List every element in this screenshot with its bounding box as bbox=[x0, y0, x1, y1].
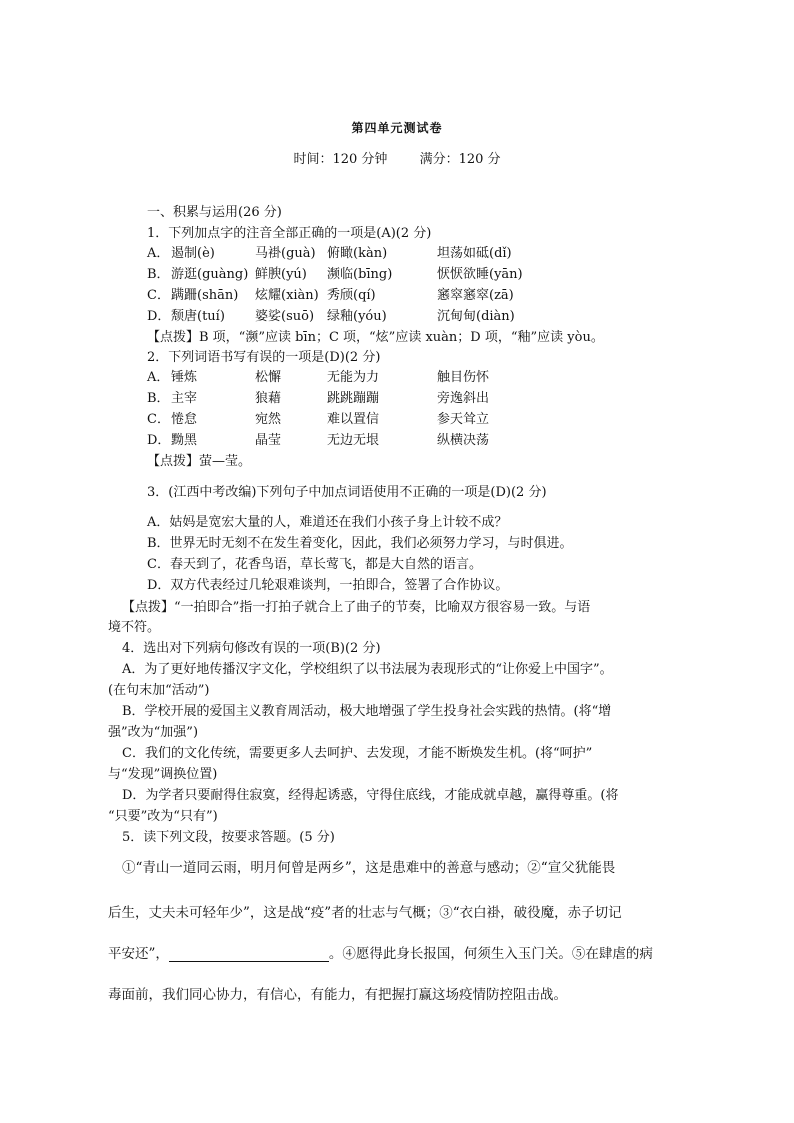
question-1-stem: 1．下列加点字的注音全部正确的一项是(A)(2 分) bbox=[147, 226, 432, 241]
q4-option-d-line2: “只要”改为“只有”) bbox=[108, 809, 218, 824]
q5-passage-line4: 毒面前，我们同心协力，有信心，有能力，有把握打赢这场疫情防控阻击战。 bbox=[108, 987, 567, 1003]
question-4-stem: 4．选出对下列病句修改有误的一项(B)(2 分) bbox=[122, 641, 381, 656]
q4-option-a-line1: A．为了更好地传播汉字文化，学校组织了以书法展为表现形式的“让你爱上中国字”。 bbox=[122, 662, 613, 677]
q4-option-a-line2: (在句末加“活动”) bbox=[108, 683, 210, 698]
q1-option-d: D．颓唐(tuí) 婆娑(suō) 绿釉(yóu) 沉甸甸(diàn) bbox=[147, 309, 515, 324]
question-2-stem: 2．下列词语书写有误的一项是(D)(2 分) bbox=[147, 350, 381, 365]
q5-passage-line1: ①“青山一道同云雨，明月何曾是两乡”，这是患难中的善意与感动；②“宣父犹能畏 bbox=[122, 860, 616, 876]
q2-option-b: B．主宰 狼藉 跳跳蹦蹦 旁逸斜出 bbox=[147, 391, 490, 406]
q2-option-c: C．惓怠 宛然 难以置信 参天耸立 bbox=[147, 412, 490, 427]
q3-note-line2: 境不符。 bbox=[108, 620, 161, 635]
q2-option-a: A． 锤炼 松懈 无能为力 触目伤怀 bbox=[147, 370, 490, 385]
q5-passage-line3 bbox=[108, 946, 653, 962]
q5-passage-line2: 后生，丈夫未可轻年少”，这是战“疫”者的壮志与气概；③“衣白褂，破役魔，赤子切记 bbox=[108, 905, 622, 921]
q2-option-d: D．黝黑 晶莹 无边无垠 纵横决荡 bbox=[147, 433, 490, 448]
q1-option-a: A． 遏制(è) 马褂(guà) 俯瞰(kàn) 坦荡如砥(dǐ) bbox=[147, 246, 512, 261]
q3-option-b: B．世界无时无刻不在发生着变化，因此，我们必须努力学习，与时俱进。 bbox=[147, 536, 573, 551]
q3-option-c: C．春天到了，花香鸟语，草长莺飞，都是大自然的语言。 bbox=[147, 557, 482, 572]
q3-note-line1: 【点拨】“一拍即合”指一打拍子就合上了曲子的节奏，比喻双方很容易一致。与语 bbox=[122, 600, 591, 615]
q5-passage-line3-end: 。④愿得此身长报国，何须生入玉门关。⑤在肆虐的病 bbox=[328, 946, 653, 962]
exam-meta bbox=[0, 152, 794, 168]
section-heading: 一、积累与运用(26 分) bbox=[147, 205, 282, 220]
q4-option-c-line1: C．我们的文化传统，需要更多人去呵护、去发现，才能不断焕发生机。(将“呵护” bbox=[122, 746, 593, 761]
question-5-stem: 5．读下列文段，按要求答题。(5 分) bbox=[122, 830, 335, 845]
q1-option-b: B．游逛(guàng) 鲜腴(yú) 濒临(bīng) 恹恹欲睡(yān) bbox=[147, 267, 523, 282]
q4-option-c-line2: 与“发现”调换位置) bbox=[108, 767, 218, 782]
q4-option-b-line1: B．学校开展的爱国主义教育周活动，极大地增强了学生投身社会实践的热情。(将“增 bbox=[122, 704, 612, 719]
time-limit: 时间：120 分钟 bbox=[293, 152, 388, 167]
page-title: 第四单元测试卷 bbox=[351, 121, 443, 135]
q3-option-d: D．双方代表经过几轮艰难谈判，一拍即合，签署了合作协议。 bbox=[147, 578, 509, 593]
q4-option-d-line1: D．为学者只要耐得住寂寞，经得起诱惑，守得住底线，才能成就卓越，赢得尊重。(将 bbox=[122, 788, 619, 803]
q1-note: 【点拨】B 项，“濒”应读 bīn；C 项，“炫”应读 xuàn；D 项，“釉”应读 yòu。 bbox=[147, 330, 604, 345]
q3-option-a: A．姑妈是宽宏大量的人，难道还在我们小孩子身上计较不成？ bbox=[147, 515, 508, 530]
q2-note: 【点拨】萤—莹。 bbox=[147, 454, 252, 469]
full-score: 满分：120 分 bbox=[419, 152, 501, 167]
q4-option-b-line2: 强”改为“加强”) bbox=[108, 725, 199, 740]
answer-blank[interactable] bbox=[169, 947, 329, 962]
q5-passage-line3-start: 平安还”， bbox=[108, 946, 169, 962]
q1-option-c: C．蹒跚(shān) 炫耀(xiàn) 秀颀(qí) 窸窣窸窣(zā) bbox=[147, 288, 514, 303]
question-3-stem: 3．(江西中考改编)下列句子中加点词语使用不正确的一项是(D)(2 分) bbox=[147, 485, 547, 500]
